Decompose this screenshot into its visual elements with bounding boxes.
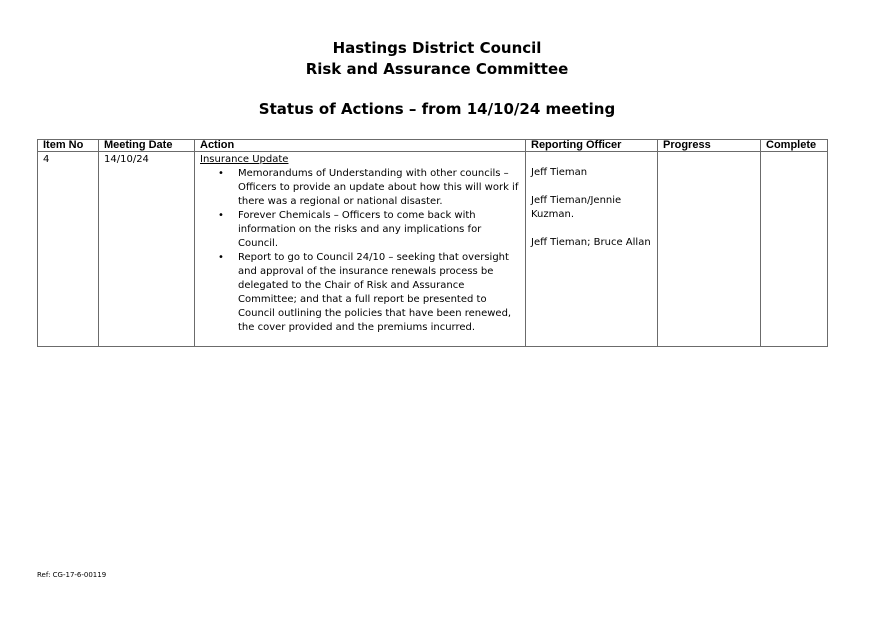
progress-cell	[658, 152, 761, 347]
actions-table	[37, 139, 828, 347]
page-title: Status of Actions – from 14/10/24 meeting	[258, 100, 616, 118]
action-item	[218, 167, 520, 209]
action-heading: Insurance Update	[200, 154, 289, 165]
complete-cell	[761, 152, 828, 347]
column-header-item-no: Item No	[38, 140, 99, 152]
reporting-officer: Jeff Tieman; Bruce Allan	[531, 237, 651, 248]
column-header-complete: Complete	[761, 140, 828, 152]
action-cell	[195, 152, 526, 347]
meeting-date-cell: 14/10/24	[99, 152, 195, 347]
item-no-cell: 4	[38, 152, 99, 347]
reporting-officer: Jeff Tieman/Jennie Kuzman.	[531, 195, 622, 220]
column-header-meeting-date: Meeting Date	[99, 140, 195, 152]
organisation-title: Hastings District Council	[332, 39, 542, 57]
column-header-progress: Progress	[658, 140, 761, 152]
bullet-icon: •	[218, 168, 224, 179]
action-item-text: Report to go to Council 24/10 – seeking that oversight and approval of the insurance renewals process be delegated to the Chair of Risk and Assurance Committee; and that a full report be presented to Council outlining the policies that have been renewed, the cover provided and the premiums incurred.	[238, 252, 512, 333]
table-row	[38, 152, 828, 347]
reporting-officer-cell	[526, 152, 658, 347]
action-item	[218, 251, 520, 335]
table-header-row	[38, 140, 828, 152]
reference-number: Ref: CG-17-6-00119	[37, 571, 107, 579]
column-header-reporting-officer: Reporting Officer	[526, 140, 658, 152]
action-item	[218, 209, 520, 251]
committee-title: Risk and Assurance Committee	[305, 60, 569, 78]
bullet-icon: •	[218, 252, 224, 263]
action-item-text: Memorandums of Understanding with other councils – Officers to provide an update about how this will work if there was a regional or national disaster.	[238, 168, 519, 207]
reporting-officer: Jeff Tieman	[531, 167, 588, 178]
bullet-icon: •	[218, 210, 224, 221]
column-header-action: Action	[195, 140, 526, 152]
action-item-text: Forever Chemicals – Officers to come back with information on the risks and any implications for Council.	[238, 210, 482, 249]
action-list	[200, 167, 520, 335]
